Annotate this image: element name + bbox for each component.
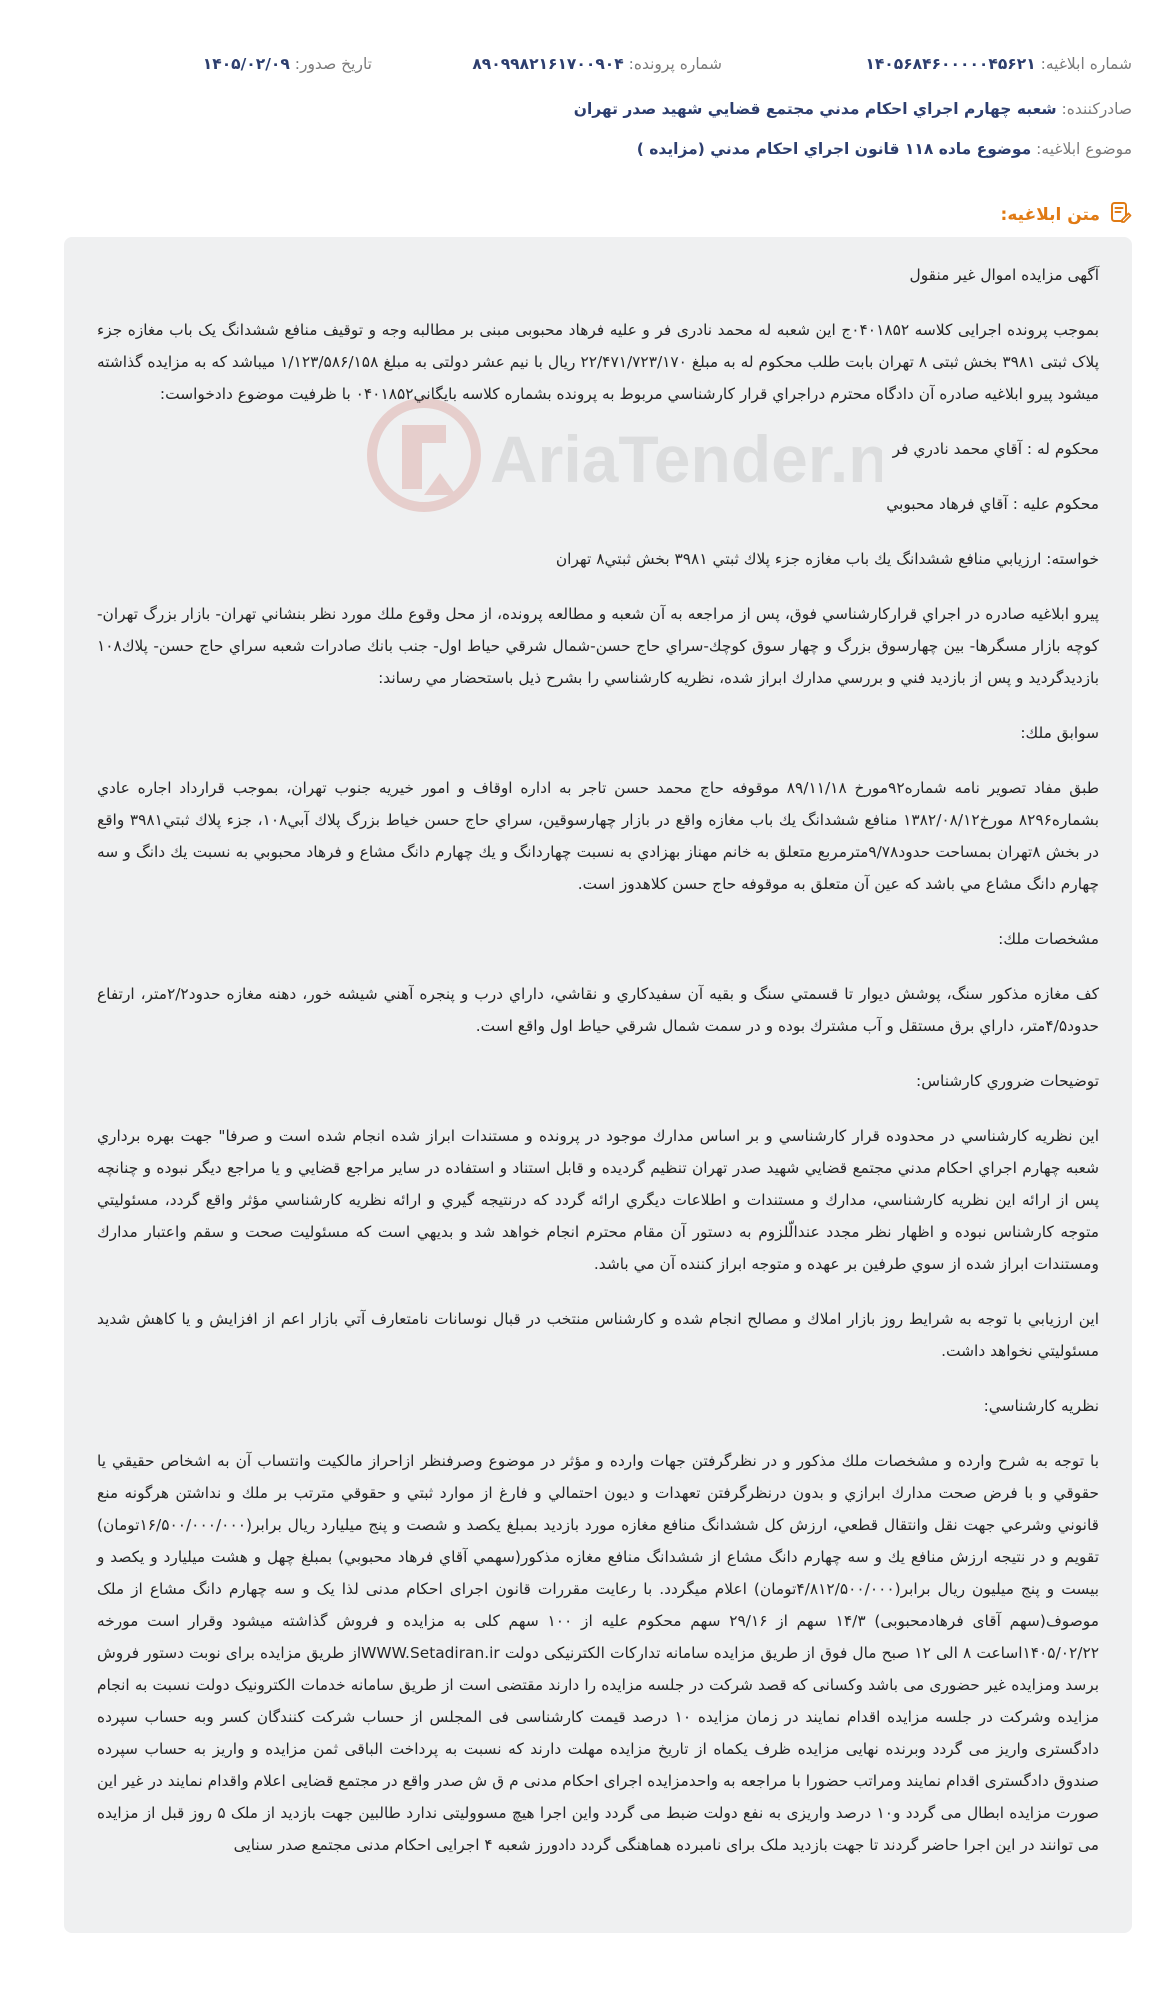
issuer-row bbox=[42, 100, 1132, 118]
paragraph: طبق مفاد تصوير نامه شماره۹۲مورخ ۸۹/۱۱/۱۸ موقوفه حاج محمد حسن تاجر به اداره اوقاف و امور خيريه جنوب تهران، بموجب قرارداد اجاره عادي بشماره۸۲۹۶ مورخ۱۳۸۲/۰۸/۱۲ منافع ششدانگ يك باب مغازه واقع در بازار چهارسوقين، سراي حاج حسن خياط بزرگ پلاك آبي۱۰۸، جزء پلاك ثبتي۳۹۸۱ واقع در بخش ۸تهران بمساحت حدود۹/۷۸مترمربع متعلق به خانم مهناز بهزادي به نسبت چهاردانگ و يك چهارم دانگ مشاع و فرهاد محبوبي به نسبت يك دانگ و سه چهارم دانگ مشاع مي باشد كه عين آن متعلق به موقوفه حاج حسن كلاهدوز است. bbox=[97, 779, 1099, 893]
paragraph: خواسته: ارزيابي منافع ششدانگ يك باب مغازه جزء پلاك ثبتي ۳۹۸۱ بخش ثبتي۸ تهران bbox=[555, 550, 1099, 568]
paragraph: محكوم له : آقاي محمد نادري فر bbox=[892, 440, 1099, 458]
paragraph: با توجه به شرح وارده و مشخصات ملك مذكور و در نظرگرفتن جهات وارده و مؤثر در موضوع وصرفنظر ازاحراز مالكيت وانتساب آن به اشخاص حقيقي يا حقوقي و با فرض صحت مدارك ابرازي و بدون درنظرگرفتن تعهدات و ديون احتمالي و فارغ از موارد ثبتي و حقوقي مترتب بر ملك و نداشتن هرگونه منع قانوني وشرعي جهت نقل وانتقال قطعي، ارزش كل ششدانگ منافع مغازه مورد بازديد بمبلغ يكصد و شصت و پنج ميليارد ريال برابر(۱۶/۵۰۰/۰۰۰/۰۰۰تومان) تقويم و در نتيجه ارزش منافع يك و سه چهارم دانگ مشاع از ششدانگ منافع مغازه مذكور(سهمي آقاي فرهاد محبوبي) بمبلغ چهل و هشت ميليارد و يكصد و بيست و پنج ميليون ريال برابر(۴/۸۱۲/۵۰۰/۰۰۰تومان) اعلام ميگردد. با رعایت مقررات قانون اجرای احکام مدنی لذا یک و سه چهارم دانگ مشاع از ملک موصوف(سهم آقای فرهادمحبوبی) ۱۴/۳ سهم از ۲۹/۱۶ سهم محکوم علیه از ۱۰۰ سهم کلی به مزایده و فروش گذاشته میشود وقرار است مورخه ۱۴۰۵/۰۲/۲۲اساعت ۸ الی ۱۲ صبح مال فوق از طریق مزایده سامانه تدارکات الکترنیکی دولت WWW.Setadiran.irاز طریق مزایده برای نوبت دستور فروش برسد ومزایده غیر حضوری می باشد وکسانی که قصد شرکت در جلسه مزایده را دارند مقتضی است از طریق سامانه خدمات الکترونیک دولت نسبت به انجام مزایده وشرکت در جلسه مزایده اقدام نمایند در زمان مزایده ۱۰ درصد قیمت کارشناسی فی المجلس از حساب شرکت کنندگان کسر وبه حساب سپرده دادگستری واریز می گردد وبرنده نهایی مزایده ظرف یکماه از تاریخ مزایده مهلت دارند که نسبت به پرداخت الباقی ثمن مزایده و واریز به حساب سپرده صندوق دادگستری اقدام نمایند ومراتب حضورا با مراجعه به واحدمزایده اجرای احکام مدنی م ق ش صدر واقع در مجتمع قضایی اعلام واقدام نمایند در غیر این صورت مزایده ابطال می گردد و۱۰ درصد واریزی به نفع دولت ضبط می گردد واین اجرا هیچ مسوولیتی ندارد طالبین جهت بازدید از ملک ۵ روز قبل از مزایده می توانند در این اجرا حاضر گردند تا جهت بازدید ملک برای نامبرده هماهنگی گردد دادورز شعبه ۴ اجرایی احکام مدنی مجتمع صدر سنایی bbox=[97, 1452, 1100, 1854]
subject-label: موضوع ابلاغیه: bbox=[1036, 140, 1132, 158]
notice-paragraphs bbox=[97, 259, 1099, 1861]
paragraph: سوابق ملك: bbox=[1020, 724, 1099, 742]
paragraph: پيرو ابلاغيه صادره در اجراي قراركارشناسي فوق، پس از مراجعه به آن شعبه و مطالعه پرونده، از محل وقوع ملك مورد نظر بنشاني تهران- بازار بزرگ تهران- كوچه بازار مسگرها- بين چهارسوق بزرگ و چهار سوق كوچك-سراي حاج حسن-شمال شرقي حياط اول- جنب بانك صادرات شعبه سراي حاج حسن- پلاك۱۰۸ بازديدگرديد و پس از بازديد فني و بررسي مدارك ابراز شده، نظريه كارشناسي را بشرح ذيل باستحضار مي رساند: bbox=[97, 605, 1099, 687]
issue-date bbox=[203, 55, 372, 73]
case-number-value: ۸۹۰۹۹۸۲۱۶۱۷۰۰۹۰۴ bbox=[472, 55, 624, 73]
notice-number-value: ۱۴۰۵۶۸۴۶۰۰۰۰۰۴۵۶۲۱ bbox=[865, 55, 1036, 73]
notice-number bbox=[865, 55, 1132, 73]
case-number bbox=[472, 55, 722, 73]
notice-text-box bbox=[64, 237, 1132, 1933]
section-title-text: متن ابلاغیه: bbox=[1000, 204, 1100, 225]
section-title bbox=[1001, 200, 1132, 229]
header-row-numbers bbox=[42, 55, 1132, 79]
issuer-value: شعبه چهارم اجراي احكام مدني مجتمع قضايي شهيد صدر تهران bbox=[573, 100, 1057, 118]
document-edit-icon bbox=[1108, 200, 1132, 229]
paragraph: محكوم عليه : آقاي فرهاد محبوبي bbox=[886, 495, 1099, 513]
issue-date-value: ۱۴۰۵/۰۲/۰۹ bbox=[202, 55, 290, 73]
paragraph: بموجب پرونده اجرایی کلاسه ۰۴۰۱۸۵۲ج این شعبه له محمد نادری فر و علیه فرهاد محبوبی مبنی بر مطالبه وجه و توقیف منافع ششدانگ یک باب مغازه جزء پلاک ثبتی ۳۹۸۱ بخش ثبتی ۸ تهران بابت طلب محکوم له به مبلغ ۲۲/۴۷۱/۷۲۳/۱۷۰ ریال با نیم عشر دولتی به مبلغ ۱/۱۲۳/۵۸۶/۱۵۸ میباشد که به مزایده گذاشته میشود پیرو ابلاغیه صادره آن دادگاه محترم دراجراي قرار كارشناسي مربوط به پرونده بشماره كلاسه بايگاني۰۴۰۱۸۵۲ با ظرفيت موضوع دادخواست: bbox=[97, 321, 1099, 403]
issue-date-label: تاریخ صدور: bbox=[294, 55, 372, 73]
paragraph: مشخصات ملك: bbox=[998, 930, 1099, 948]
paragraph: اين ارزيابي با توجه به شرايط روز بازار املاك و مصالح انجام شده و كارشناس منتخب در قبال نوسانات نامتعارف آتي بازار اعم از افزايش و يا كاهش شديد مسئوليتي نخواهد داشت. bbox=[97, 1310, 1099, 1360]
paragraph: آگهی مزایده اموال غیر منقول bbox=[909, 266, 1099, 284]
issuer-label: صادرکننده: bbox=[1061, 100, 1132, 118]
case-number-label: شماره پرونده: bbox=[628, 55, 722, 73]
notice-number-label: شماره ابلاغیه: bbox=[1040, 55, 1132, 73]
paragraph: كف مغازه مذكور سنگ، پوشش ديوار تا قسمتي سنگ و بقيه آن سفيدكاري و نقاشي، داراي درب و پنجره آهني شيشه خور، دهنه مغازه حدود۲/۲متر، ارتفاع حدود۴/۵متر، داراي برق مستقل و آب مشترك بوده و در سمت شمال شرقي حياط اول واقع است. bbox=[97, 985, 1100, 1035]
subject-row bbox=[42, 140, 1132, 158]
paragraph: توضيحات ضروري كارشناس: bbox=[916, 1072, 1099, 1090]
watermark-text: AriaTender.n bbox=[490, 422, 882, 496]
paragraph: اين نظريه كارشناسي در محدوده قرار كارشناسي و بر اساس مدارك موجود در پرونده و مستندات ابراز شده انجام شده است و صرفا" جهت بهره برداري شعبه چهارم اجراي احكام مدني مجتمع قضايي شهيد صدر تهران تنظيم گرديده و قابل استناد و استفاده در ساير مراجع قضايي و يا مراجع ديگر نبوده و چنانچه پس از ارائه اين نظريه كارشناسي، مدارك و مستندات و اطلاعات ديگري ارائه گردد كه درنتيجه گيري و ارائه نظريه كارشناسي مؤثر واقع گردد، مسئوليتي متوجه كارشناس نبوده و اظهار نظر مجدد عندالّلزوم به دستور آن مقام محترم انجام خواهد شد و بديهي است كه مسئوليت صحت و سقم واعتبار مدارك ومستندات ابراز شده از سوي طرفين بر عهده و متوجه ابراز كننده آن مي باشد. bbox=[97, 1127, 1099, 1273]
subject-value: موضوع ماده ۱۱۸ قانون اجراي احكام مدني (مزايده ) bbox=[636, 140, 1032, 158]
paragraph: نظريه كارشناسي: bbox=[983, 1397, 1099, 1415]
